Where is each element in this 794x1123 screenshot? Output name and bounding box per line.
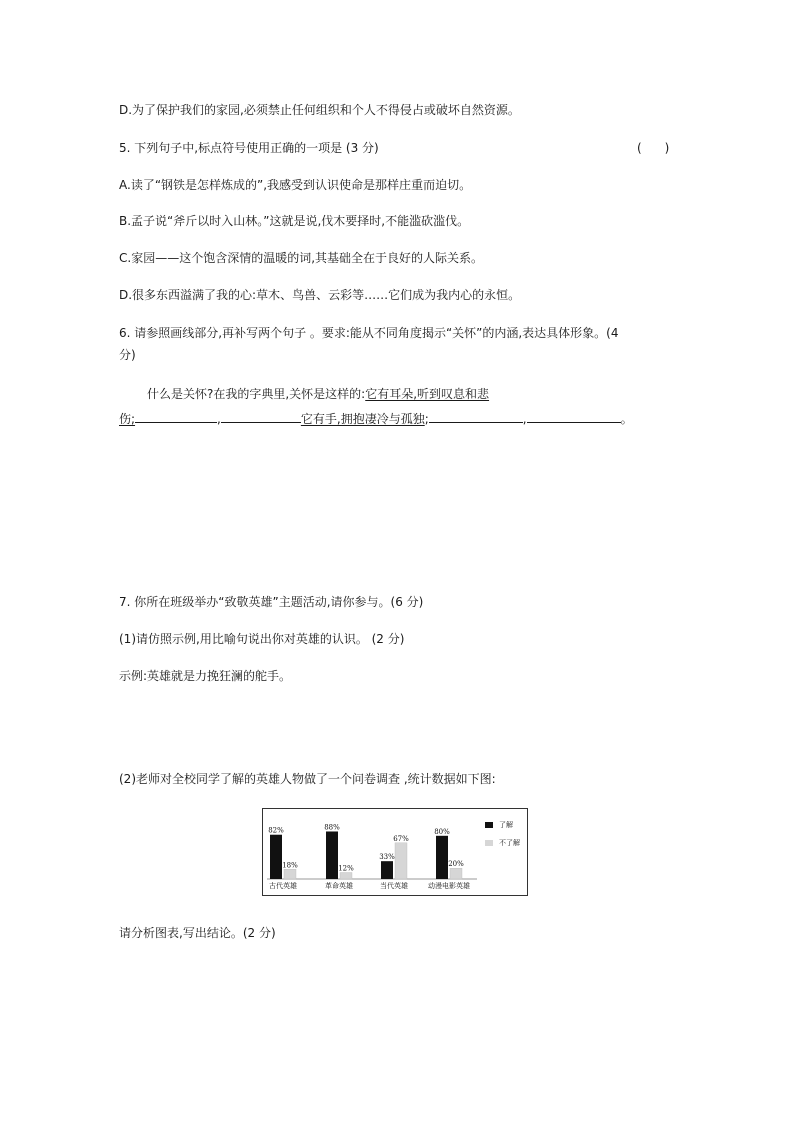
bar-unknown-0: [284, 869, 296, 879]
value-label-unknown-0: 18%: [282, 861, 298, 870]
bar-known-3: [436, 836, 448, 879]
legend-label-0: 了解: [499, 821, 513, 829]
category-label-2: 当代英雄: [380, 882, 408, 890]
category-label-3: 动漫电影英雄: [428, 882, 470, 890]
q6-example-underlined-1: 它有耳朵,听到叹息和悲: [365, 387, 490, 401]
q7-stem: 7. 你所在班级举办“致敬英雄”主题活动,请你参与。(6 分): [119, 595, 424, 609]
q5-option-d: D.很多东西溢满了我的心:草木、鸟兽、云彩等……它们成为我内心的永恒。: [119, 288, 521, 302]
q6-example-underlined-1b: 伤;: [119, 412, 136, 426]
survey-bar-chart: [262, 808, 528, 896]
q6-stem-line2: 分): [119, 348, 136, 362]
q6-blank-1[interactable]: [135, 410, 217, 423]
q6-example-underlined-2: 它有手,拥抱凄冷与孤独: [300, 412, 425, 426]
survey-bar-chart-svg: [263, 809, 527, 895]
bar-unknown-1: [340, 873, 352, 879]
bar-unknown-3: [450, 868, 462, 879]
value-label-unknown-3: 20%: [448, 860, 464, 869]
value-label-known-0: 82%: [268, 826, 284, 835]
category-label-1: 革命英雄: [325, 882, 353, 890]
q6-semicolon: ;: [424, 412, 429, 426]
q7-sub1: (1)请仿照示例,用比喻句说出你对英雄的认识。 (2 分): [119, 632, 405, 646]
q6-passage-intro: 什么是关怀?在我的字典里,关怀是这样的:: [147, 387, 366, 401]
q5-stem: 5. 下列句子中,标点符号使用正确的一项是 (3 分): [119, 141, 379, 155]
q6-passage-line1: [147, 386, 489, 402]
bar-known-1: [326, 831, 338, 879]
q5-option-b: B.孟子说“斧斤以时入山林。”这就是说,伐木要择时,不能滥砍滥伐。: [119, 214, 470, 228]
q5-option-c: C.家园——这个饱含深情的温暖的词,其基础全在于良好的人际关系。: [119, 251, 484, 265]
value-label-unknown-1: 12%: [338, 864, 354, 873]
q6-comma-2: ,: [522, 412, 527, 426]
bar-known-0: [270, 835, 282, 879]
q6-passage-line2: [119, 410, 633, 427]
q7-analyze-prompt: 请分析图表,写出结论。(2 分): [119, 926, 276, 940]
legend-label-1: 不了解: [499, 839, 520, 847]
q7-sub2: (2)老师对全校同学了解的英雄人物做了一个问卷调查 ,统计数据如下图:: [119, 772, 496, 786]
q6-period: 。: [620, 412, 633, 426]
value-label-known-3: 80%: [434, 827, 450, 836]
q6-blank-3[interactable]: [429, 410, 523, 423]
q6-comma-1: ,: [217, 412, 221, 426]
q6-blank-2[interactable]: [221, 410, 301, 423]
option-d-prev: D.为了保护我们的家园,必须禁止任何组织和个人不得侵占或破坏自然资源。: [119, 103, 520, 117]
q6-stem-line1: 6. 请参照画线部分,再补写两个句子 。要求:能从不同角度揭示“关怀”的内涵,表达具体形象。(4: [119, 326, 619, 340]
bar-unknown-2: [395, 843, 407, 879]
legend-swatch-0: [485, 822, 493, 828]
value-label-known-2: 33%: [379, 853, 395, 862]
q7-example: 示例:英雄就是力挽狂澜的舵手。: [119, 669, 292, 683]
legend-swatch-1: [485, 840, 493, 846]
q5-option-a: A.读了“钢铁是怎样炼成的”,我感受到认识使命是那样庄重而迫切。: [119, 178, 472, 192]
bar-known-2: [381, 861, 393, 879]
q5-answer-paren[interactable]: ( ): [637, 141, 670, 155]
category-label-0: 古代英雄: [269, 882, 297, 890]
value-label-unknown-2: 67%: [393, 834, 409, 843]
q6-blank-4[interactable]: [527, 410, 621, 423]
value-label-known-1: 88%: [324, 823, 340, 832]
